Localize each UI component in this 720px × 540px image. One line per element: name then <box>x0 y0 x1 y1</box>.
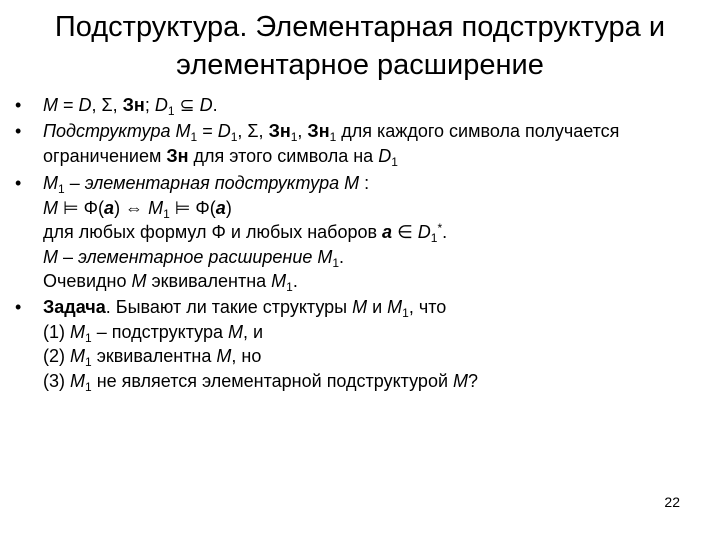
text-run: D <box>199 95 213 115</box>
text-run: M <box>216 346 232 366</box>
text-run: M <box>352 297 368 317</box>
text-run: 1 <box>85 330 92 345</box>
text-run: = <box>197 121 218 141</box>
text-run: (2) <box>43 346 70 366</box>
text-run: Очевидно <box>43 271 132 291</box>
text-run: ; <box>144 95 155 115</box>
bullet-line <box>43 145 398 168</box>
bullet-marker: • <box>15 297 22 317</box>
bullet-marker: • <box>15 173 22 193</box>
text-run: M <box>70 346 85 366</box>
text-run: Зн <box>122 95 145 115</box>
text-run: для этого символа на <box>188 145 379 166</box>
text-run: , Σ, <box>91 95 123 115</box>
text-run: 1 <box>85 379 92 394</box>
text-run: – <box>64 173 85 193</box>
text-run: M <box>453 370 469 391</box>
text-run: 1 <box>167 104 175 118</box>
text-run: . <box>442 222 448 242</box>
text-run: и <box>367 297 388 317</box>
text-run: 1 <box>430 231 438 245</box>
bullet-line <box>43 370 478 393</box>
bullet-line <box>43 246 344 269</box>
text-run: . <box>339 246 345 267</box>
text-run: ограничением <box>43 145 167 166</box>
text-run: ? <box>468 370 479 391</box>
text-run: D <box>417 222 431 242</box>
bullet-marker: • <box>15 121 22 141</box>
text-run: ) <box>225 197 232 218</box>
text-run: . Бывают ли такие структуры <box>105 297 353 317</box>
text-run: M <box>175 121 191 141</box>
text-run: 1 <box>286 280 293 294</box>
text-run: D <box>217 121 231 141</box>
text-run: , <box>297 121 308 141</box>
text-run: (1) <box>43 321 70 342</box>
text-run: M <box>70 370 85 391</box>
text-run: для каждого символа получается <box>336 121 620 141</box>
text-run: D <box>78 95 92 115</box>
text-run: , что <box>408 297 447 317</box>
text-run: Подструктура <box>43 121 176 141</box>
title-line-1: Подструктура. Элементарная подструктура и <box>54 11 666 43</box>
text-run: . <box>292 271 298 291</box>
text-run: эквивалентна <box>91 346 217 366</box>
text-run: ⊨ Φ( <box>58 197 105 218</box>
text-run: * <box>437 221 443 235</box>
text-run: ∈ <box>392 222 418 242</box>
text-run: не является элементарной подструктурой <box>91 370 454 391</box>
text-run: ⊆ <box>174 95 200 115</box>
bullet-line <box>43 94 218 117</box>
text-run: , и <box>242 321 264 342</box>
text-run: M <box>271 271 287 291</box>
bullet-line <box>43 270 298 293</box>
text-run: 1 <box>391 154 398 169</box>
text-run: – <box>58 246 79 267</box>
text-run: 1 <box>230 130 238 144</box>
text-run: Задача <box>43 297 106 317</box>
text-run: – подструктура <box>91 321 228 342</box>
text-run: a <box>104 197 115 218</box>
text-run: ⊨ Φ( <box>169 197 216 218</box>
text-run: M <box>148 197 164 218</box>
text-run: M <box>387 297 403 317</box>
text-run: эквивалентна <box>146 271 272 291</box>
bullet-line <box>43 221 447 244</box>
text-run: = <box>58 95 79 115</box>
text-run: M <box>43 197 58 218</box>
text-run: 1 <box>163 206 170 221</box>
bullet-line <box>43 172 369 195</box>
text-run: элементарная подструктура <box>84 173 345 193</box>
text-run: (3) <box>43 370 70 391</box>
text-run: , но <box>231 346 262 366</box>
text-run: M <box>227 321 243 342</box>
text-run: M <box>43 246 58 267</box>
text-run: M <box>70 321 85 342</box>
text-run: , Σ, <box>237 121 269 141</box>
text-run: D <box>378 145 392 166</box>
text-run: D <box>154 95 168 115</box>
text-run: 1 <box>290 130 298 144</box>
text-run: 1 <box>332 255 340 270</box>
text-run: M <box>43 173 58 193</box>
text-run: для любых формул Φ и любых наборов <box>43 222 383 242</box>
text-run: . <box>212 95 218 115</box>
text-run: Зн <box>268 121 291 141</box>
text-run: 1 <box>190 130 198 144</box>
text-run: элементарное расширение <box>78 246 318 267</box>
text-run: 1 <box>58 182 65 196</box>
bullet-line <box>43 345 261 368</box>
bullet-line <box>43 296 446 319</box>
text-run: 1 <box>402 306 409 320</box>
text-run: M <box>131 271 147 291</box>
text-run: M <box>317 246 333 267</box>
text-run: M <box>344 173 360 193</box>
bullet-line <box>43 321 263 344</box>
text-run: a <box>382 222 393 242</box>
bullet-line <box>43 197 232 220</box>
text-run: 1 <box>329 130 337 144</box>
slide-title <box>0 8 720 84</box>
text-run: Зн <box>166 145 189 166</box>
bullet-marker: • <box>15 95 22 115</box>
bullet-line <box>43 120 619 143</box>
text-run: Зн <box>307 121 330 141</box>
text-run: ) ⇔ <box>114 197 149 218</box>
page-number: 22 <box>664 494 680 510</box>
text-run: M <box>43 95 58 115</box>
text-run: a <box>215 197 226 218</box>
title-line-2: элементарное расширение <box>176 49 544 81</box>
text-run: : <box>359 173 370 193</box>
text-run: 1 <box>85 355 92 369</box>
